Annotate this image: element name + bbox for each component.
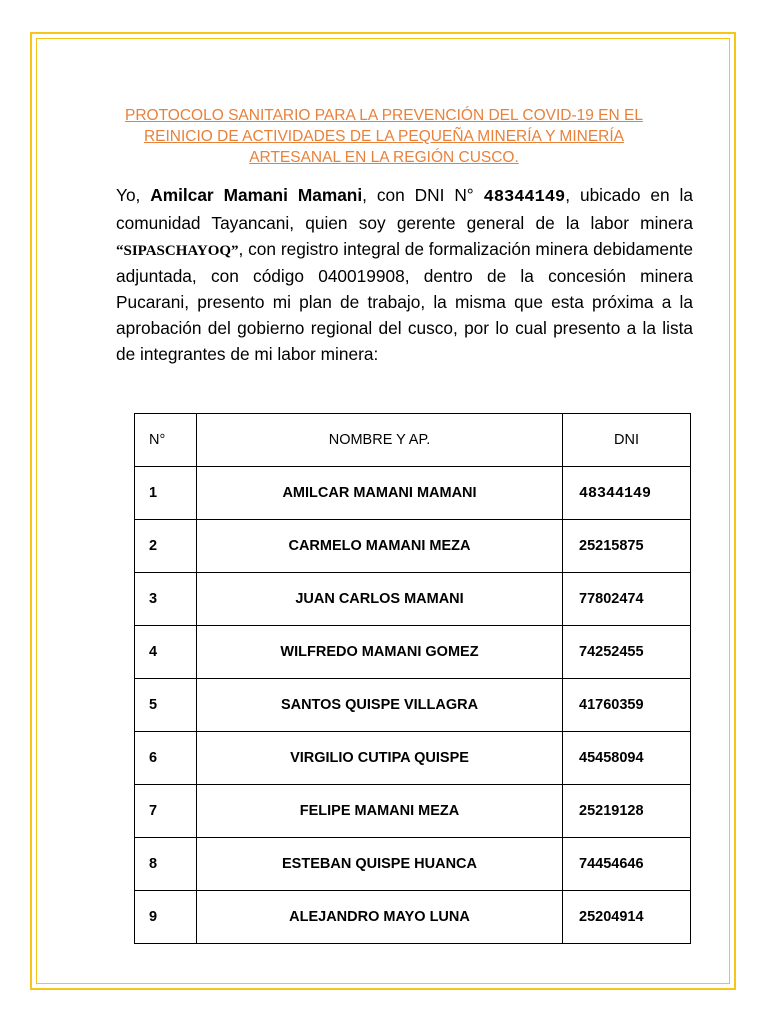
table-row	[135, 626, 691, 679]
intro-name: Amilcar Mamani Mamani	[150, 185, 363, 205]
row-num: 9	[135, 891, 197, 944]
header-num: N°	[135, 414, 197, 467]
row-name: ALEJANDRO MAYO LUNA	[197, 891, 563, 944]
row-dni: 45458094	[563, 732, 691, 785]
title-line-3: ARTESANAL EN LA REGIÓN CUSCO.	[249, 149, 519, 166]
header-dni: DNI	[563, 414, 691, 467]
intro-text-1: Yo,	[116, 185, 151, 205]
row-name: VIRGILIO CUTIPA QUISPE	[197, 732, 563, 785]
intro-text-4: , con registro integral de formalización minera debidamente adjuntada, con código 040019908, dentro de la concesión minera Pucarani, presento mi plan de trabajo, la misma que esta próxima a la aprobación del gobierno regional del cusco, por lo cual presento a la lista de integrantes de mi labor minera:	[116, 238, 693, 364]
row-name: JUAN CARLOS MAMANI	[197, 573, 563, 626]
row-num: 4	[135, 626, 197, 679]
row-num: 1	[135, 467, 197, 520]
table-row	[135, 679, 691, 732]
row-num: 7	[135, 785, 197, 838]
intro-dni: 48344149	[483, 188, 566, 207]
row-num: 6	[135, 732, 197, 785]
row-num: 5	[135, 679, 197, 732]
table-row	[135, 785, 691, 838]
title-line-1: PROTOCOLO SANITARIO PARA LA PREVENCIÓN DEL COVID-19 EN EL	[125, 107, 643, 124]
members-table	[134, 413, 691, 944]
row-dni: 74454646	[563, 838, 691, 891]
row-name: CARMELO MAMANI MEZA	[197, 520, 563, 573]
document-title	[110, 105, 658, 168]
row-dni: 25219128	[563, 785, 691, 838]
row-dni: 25215875	[563, 520, 691, 573]
table-row	[135, 573, 691, 626]
intro-mine-name: “SIPASCHAYOQ”	[116, 242, 239, 259]
intro-text-2: , con DNI N°	[362, 185, 484, 205]
table-row	[135, 891, 691, 944]
row-name: AMILCAR MAMANI MAMANI	[197, 467, 563, 520]
table-row	[135, 732, 691, 785]
row-num: 3	[135, 573, 197, 626]
table-row	[135, 520, 691, 573]
intro-text-3: , ubicado en la comunidad Tayancani, quien soy gerente general de la labor minera	[116, 185, 693, 233]
row-name: SANTOS QUISPE VILLAGRA	[197, 679, 563, 732]
row-dni-value: 48344149	[579, 484, 652, 502]
title-line-2: REINICIO DE ACTIVIDADES DE LA PEQUEÑA MINERÍA Y MINERÍA	[143, 128, 625, 145]
row-dni: 41760359	[563, 679, 691, 732]
table-row	[135, 467, 691, 520]
table-row	[135, 838, 691, 891]
header-name: NOMBRE Y AP.	[197, 414, 563, 467]
row-dni	[563, 467, 691, 520]
row-dni: 25204914	[563, 891, 691, 944]
row-name: ESTEBAN QUISPE HUANCA	[197, 838, 563, 891]
row-dni: 74252455	[563, 626, 691, 679]
table-header-row	[135, 414, 691, 467]
row-name: FELIPE MAMANI MEZA	[197, 785, 563, 838]
row-dni: 77802474	[563, 573, 691, 626]
row-num: 2	[135, 520, 197, 573]
intro-paragraph	[116, 183, 693, 368]
row-name: WILFREDO MAMANI GOMEZ	[197, 626, 563, 679]
row-num: 8	[135, 838, 197, 891]
